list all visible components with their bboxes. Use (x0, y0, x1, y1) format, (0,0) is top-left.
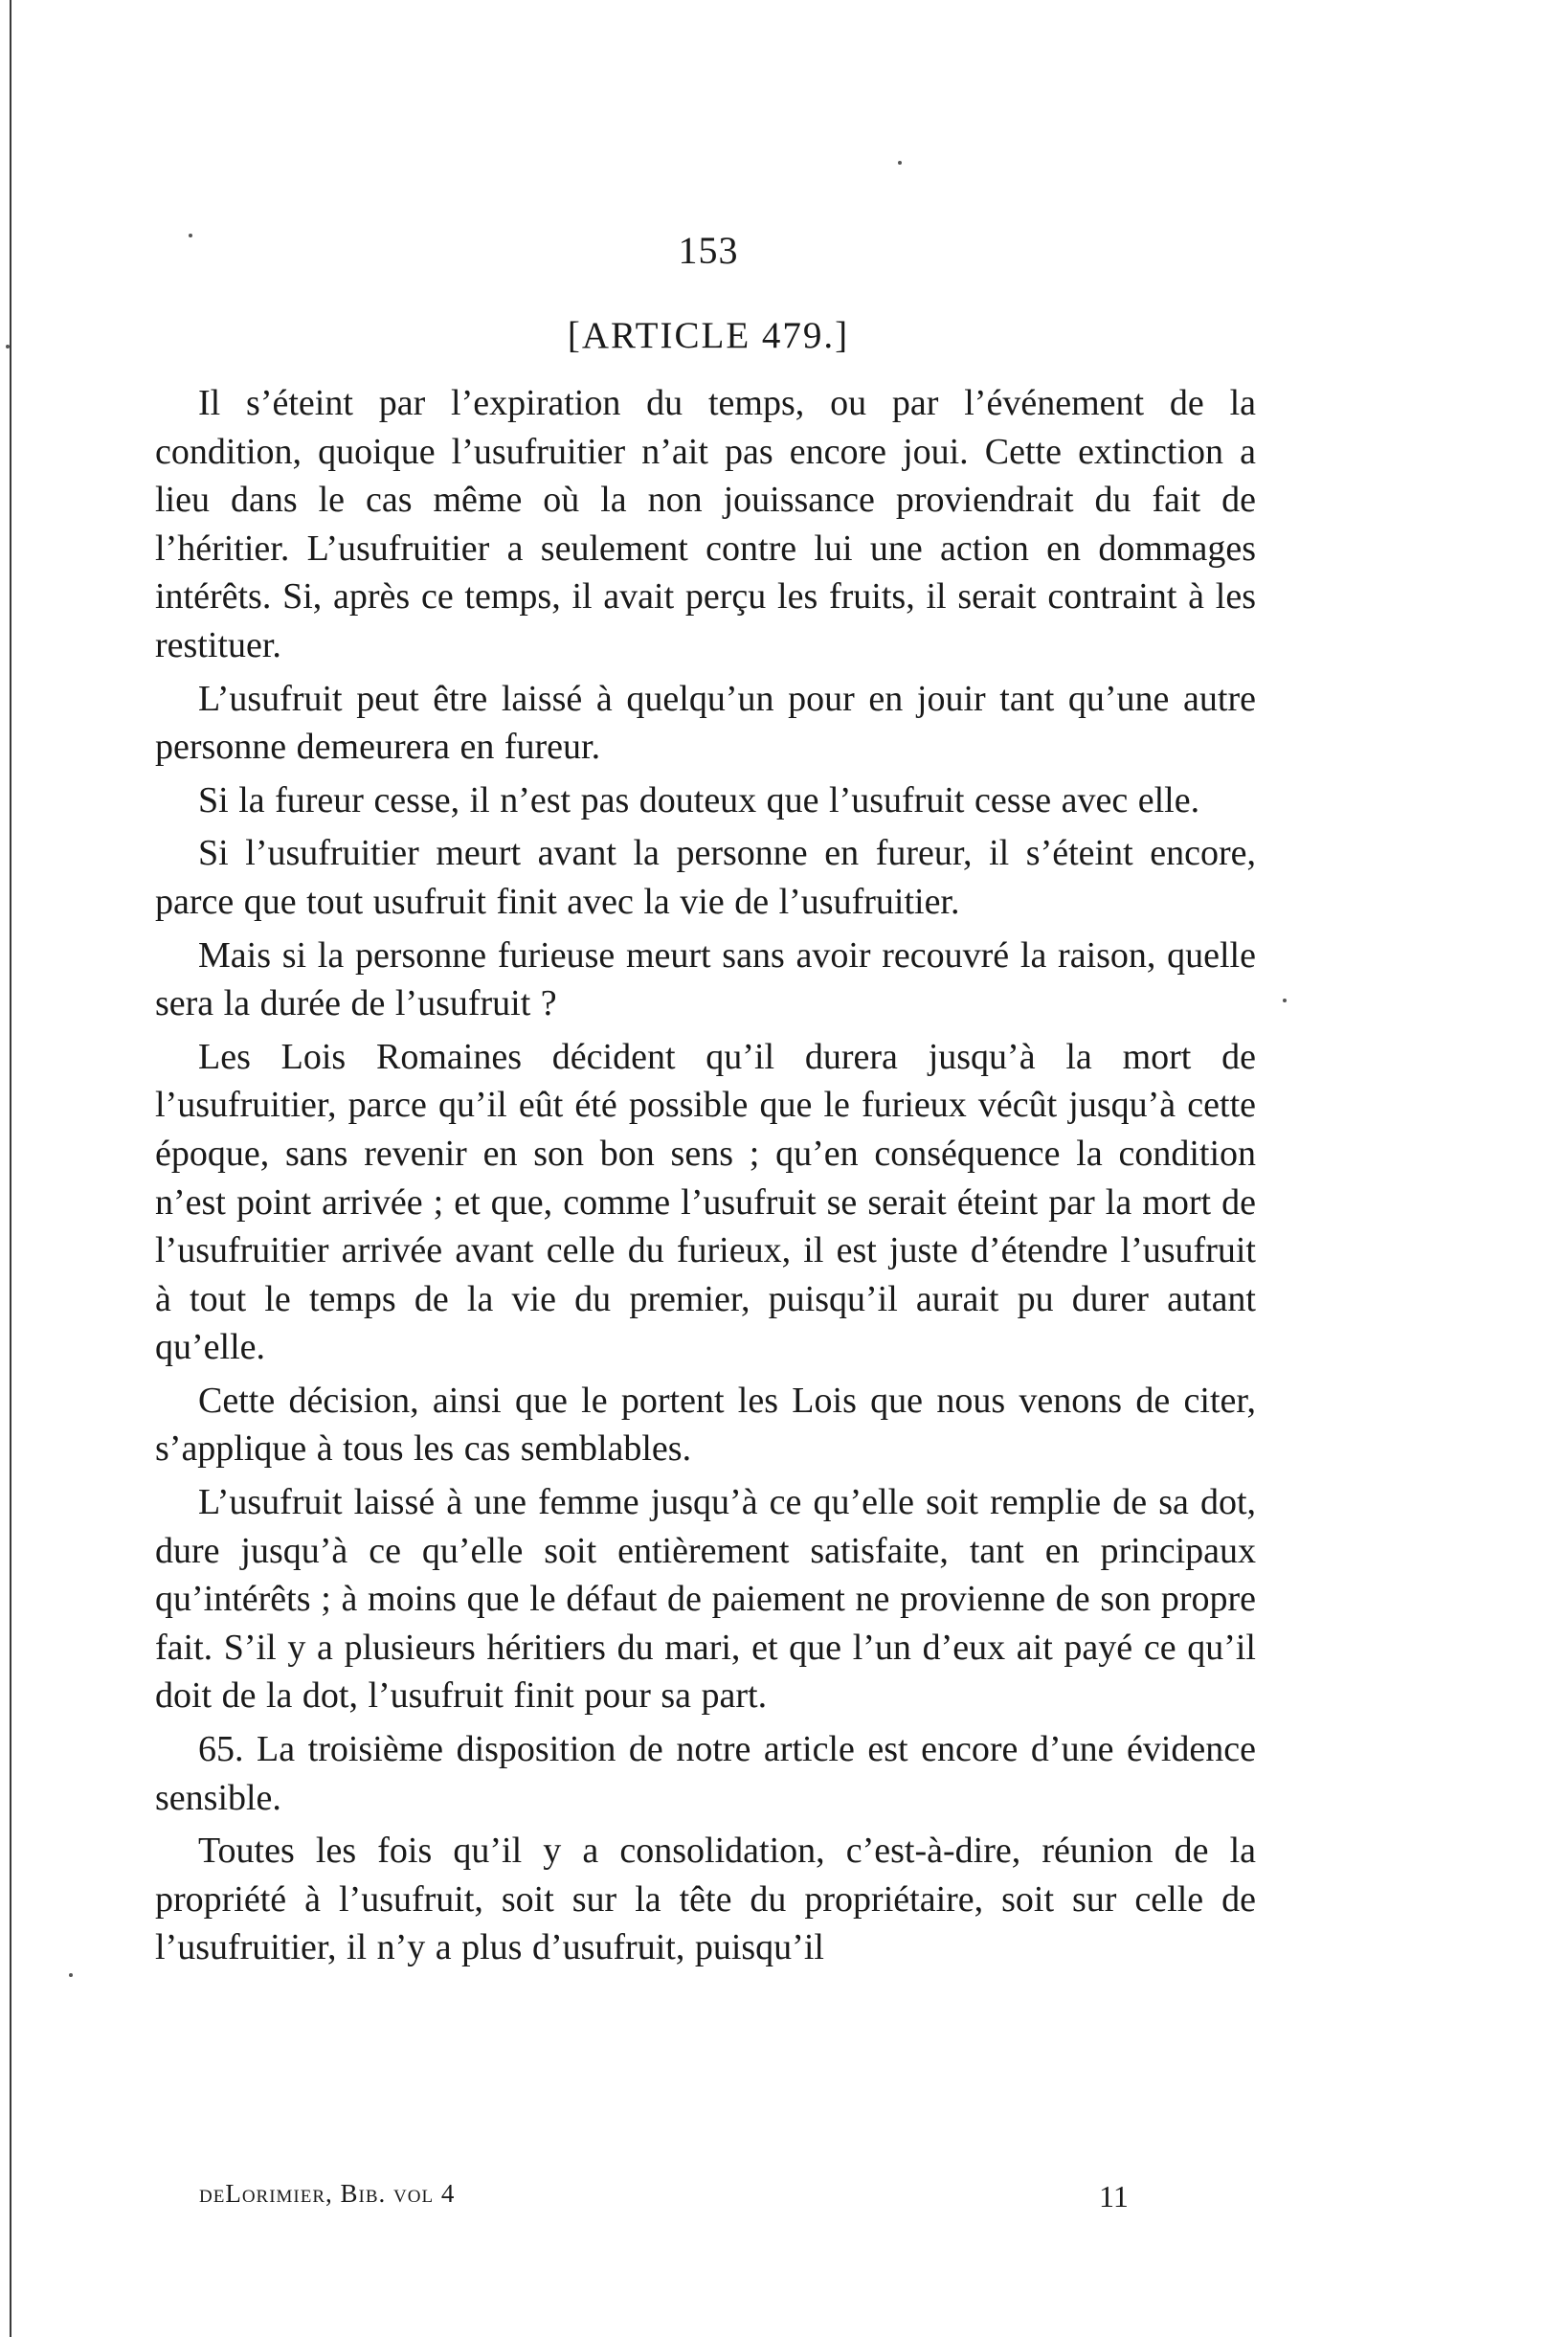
page-speck (69, 1973, 73, 1977)
article-heading: [ARTICLE 479.] (567, 315, 850, 356)
paragraph: Si la fureur cesse, il n’est pas douteux que l’usufruit cesse avec elle. (198, 779, 1200, 820)
page-speck (1283, 999, 1287, 1002)
footer-sheet-number: 11 (1099, 2179, 1129, 2213)
paragraph: 65. La troisième disposition de notre article est encore d’une évidence sensible. (155, 1729, 1256, 1818)
paragraph: L’usufruit laissé à une femme jusqu’à ce qu’elle soit remplie de sa dot, dure jusqu’à ce qu’elle soit entièrement satisfaite, tant en principaux qu’intérêts ; à moins que le défaut de paiement ne provienne de son propre fait. S’il y a plusieurs héritiers du mari, et que l’un d’eux ait payé ce qu’il doit de la dot, l’usufruit finit pour sa part. (155, 1482, 1256, 1717)
footer-signature: deLorimier, Bib. vol 4 (199, 2179, 456, 2208)
page-number: 153 (678, 229, 739, 272)
body-text (155, 379, 1256, 1977)
paragraph: L’usufruit peut être laissé à quelqu’un pour en jouir tant qu’une autre personne demeurera en fureur. (155, 678, 1256, 768)
paragraph: Cette décision, ainsi que le portent les Lois que nous venons de citer, s’applique à tous les cas semblables. (155, 1380, 1256, 1470)
paragraph: Il s’éteint par l’expiration du temps, ou par l’événement de la condition, quoique l’usufruitier n’ait pas encore joui. Cette extinction a lieu dans le cas même où la non jouissance proviendrait du fait de l’héritier. L’usufruitier a seulement contre lui une action en dommages intérêts. Si, après ce temps, il avait perçu les fruits, il serait contraint à les restituer. (155, 383, 1256, 665)
paragraph: Les Lois Romaines décident qu’il durera jusqu’à la mort de l’usufruitier, parce qu’il eût été possible que le furieux vécût jusqu’à cette époque, sans revenir en son bon sens ; qu’en conséquence la condition n’est point arrivée ; et que, comme l’usufruit se serait éteint par la mort de l’usufruitier arrivée avant celle du furieux, il est juste d’étendre l’usufruit à tout le temps de la vie du premier, puisqu’il aurait pu durer autant qu’elle. (155, 1036, 1256, 1368)
page-footer (0, 2179, 1568, 2227)
paragraph: Toutes les fois qu’il y a consolidation, c’est-à-dire, réunion de la propriété à l’usufruit, soit sur la tête du propriétaire, soit sur celle de l’usufruitier, il n’y a plus d’usufruit, puisqu’il (155, 1831, 1256, 1968)
page-speck (898, 161, 902, 165)
paragraph: Mais si la personne furieuse meurt sans avoir recouvré la raison, quelle sera la durée de l’usufruit ? (155, 934, 1256, 1024)
paragraph: Si l’usufruitier meurt avant la personne en fureur, il s’éteint encore, parce que tout usufruit finit avec la vie de l’usufruitier. (155, 833, 1256, 922)
